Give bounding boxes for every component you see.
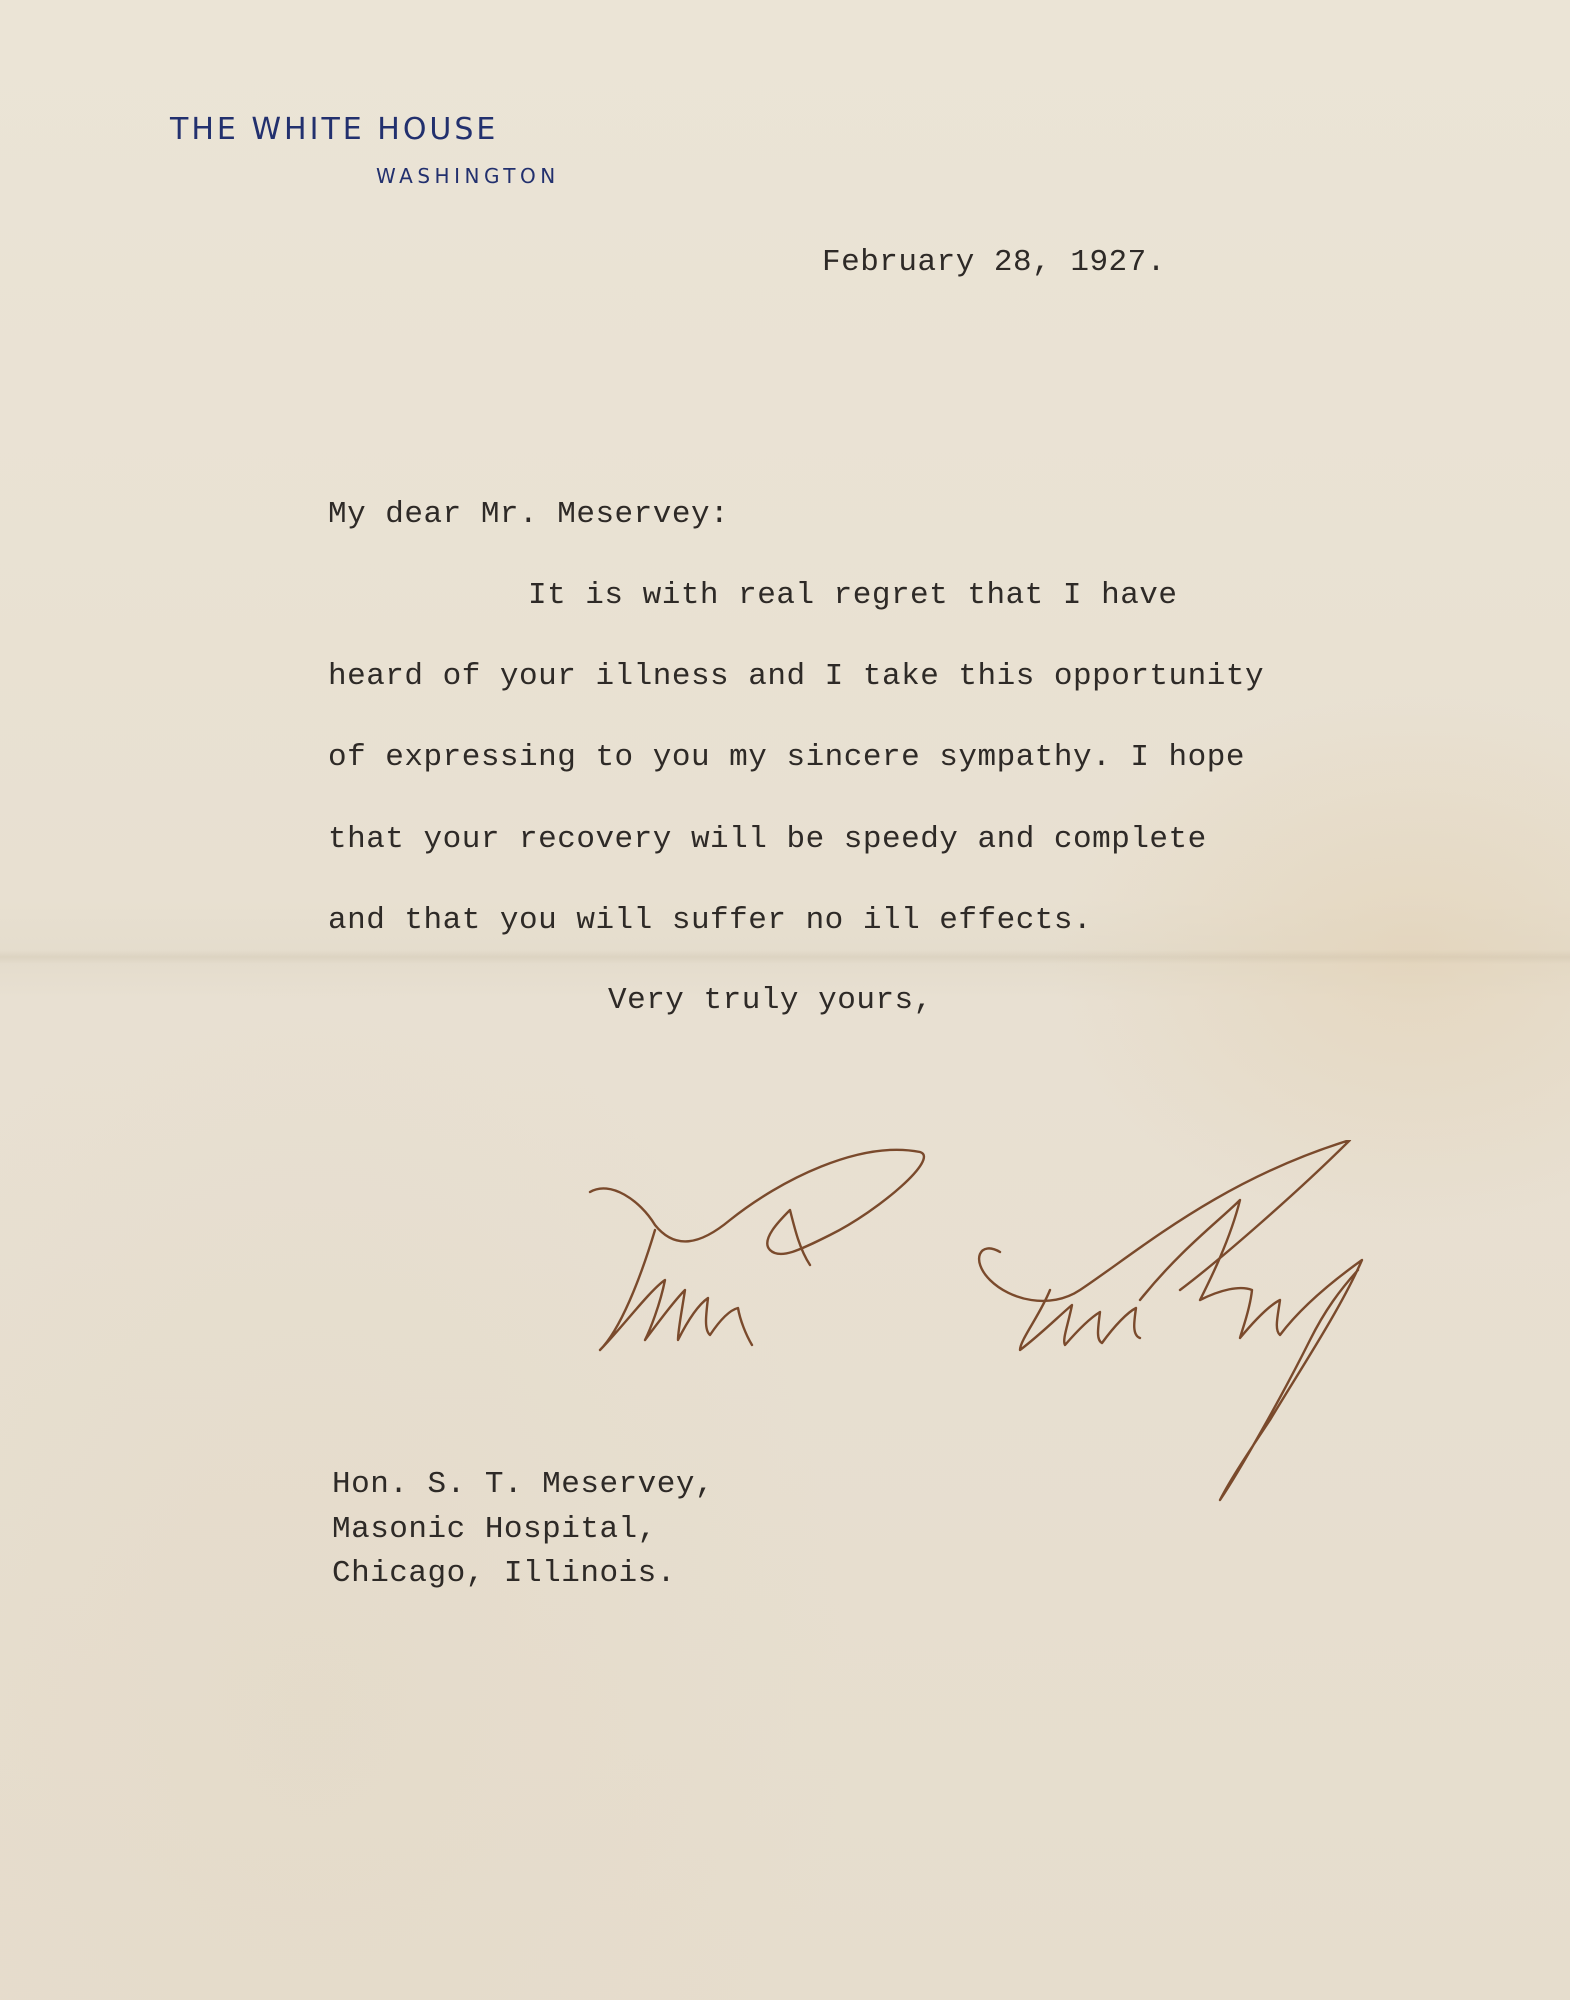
letterhead-subtitle: WASHINGTON [376,164,560,188]
body-line: It is with real regret that I have [528,578,1178,613]
letterhead-title: THE WHITE HOUSE [170,112,499,147]
address-line: Hon. S. T. Meservey, [332,1467,715,1502]
body-line: heard of your illness and I take this opportunity [328,659,1265,694]
signature [580,1140,1380,1520]
closing: Very truly yours, [608,983,933,1018]
body-line: and that you will suffer no ill effects. [328,903,1093,938]
body-line: that your recovery will be speedy and complete [328,822,1207,857]
body-line: of expressing to you my sincere sympathy. I hope [328,740,1245,775]
paper-fold [0,950,1570,964]
salutation: My dear Mr. Meservey: [328,497,730,532]
letter-date: February 28, 1927. [822,245,1166,280]
address-line: Chicago, Illinois. [332,1556,676,1591]
address-line: Masonic Hospital, [332,1512,657,1547]
